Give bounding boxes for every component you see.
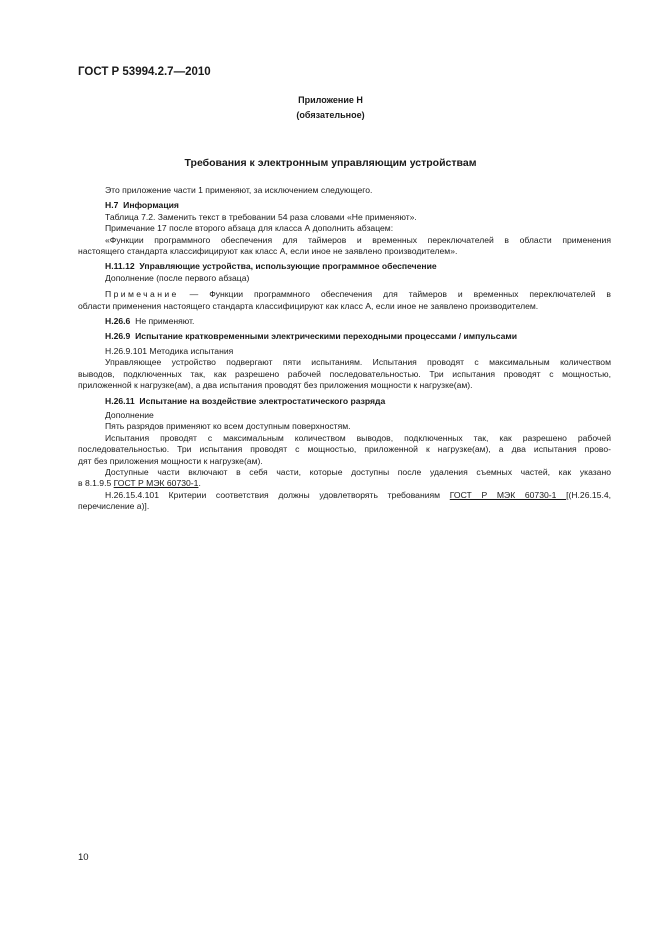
tests-line-1: Испытания проводят с максимальным количеством выводов, подключенных так, как разрешено рабочей xyxy=(105,432,611,443)
five-tests-line-3: приложенной к нагрузке(ам), а два испытания проводят без приложения мощности к нагрузке(ам). xyxy=(78,380,473,391)
section-number: Н.7 xyxy=(105,200,119,211)
section-title: Испытание кратковременными электрическими переходными процессами / импульсами xyxy=(135,331,518,342)
section-heading-h7 xyxy=(105,200,611,211)
annex-status: (обязательное) xyxy=(296,110,365,120)
section-title: Управляющие устройства, использующие программное обеспечение xyxy=(139,261,437,272)
annex-title: Требования к электронным управляющим устройствам xyxy=(184,157,477,169)
five-tests-line-1: Управляющее устройство подвергают пяти испытаниям. Испытания проводят с максимальным количеством xyxy=(105,357,611,368)
text-fragment: в 8.1.9.5 xyxy=(78,478,114,489)
criteria-line-2: перечисление а)]. xyxy=(78,501,150,512)
section-title: Информация xyxy=(123,200,179,211)
standard-reference-link[interactable]: ГОСТ Р МЭК 60730-1 xyxy=(449,489,567,500)
five-discharges-paragraph: Пять разрядов применяют ко всем доступным поверхностям. xyxy=(105,421,351,432)
standard-designation: ГОСТ Р 53994.2.7—2010 xyxy=(78,66,211,78)
page-number: 10 xyxy=(78,852,89,863)
note17-paragraph: Примечание 17 после второго абзаца для класса А дополнить абзацем: xyxy=(105,223,394,234)
addition-paragraph: Дополнение xyxy=(105,409,154,420)
intro-paragraph: Это приложение части 1 применяют, за исключением следующего. xyxy=(105,185,373,195)
quote-line-1: «Функции программного обеспечения для таймеров и временных переключателей в области применения xyxy=(105,234,611,245)
text-fragment: [(Н.26.15.4, xyxy=(566,489,611,500)
criteria-line-1 xyxy=(105,490,611,501)
section-title: Испытание на воздействие электростатического разряда xyxy=(139,395,386,406)
section-text: Не применяют. xyxy=(135,316,195,327)
note-line-2: области применения настоящего стандарта классифицируют как класс А, если иное не заявлено производителем. xyxy=(78,300,539,311)
five-tests-line-2: выводов, подключенных так, как разрешено рабочей последовательностью. Три испытания проводят с мощностью, xyxy=(78,368,611,379)
addition-after-paragraph: Дополнение (после первого абзаца) xyxy=(105,272,250,283)
section-heading-h266 xyxy=(105,316,611,327)
section-number: Н.26.9 xyxy=(105,331,131,342)
section-heading-h1112 xyxy=(105,261,611,272)
section-number: Н.11.12 xyxy=(105,261,135,272)
method-paragraph: Н.26.9.101 Методика испытания xyxy=(105,345,234,356)
text-fragment: Н.26.15.4.101 Критерии соответствия должны удовлетворять требованиям xyxy=(105,489,450,500)
annex-label: Приложение Н xyxy=(298,95,363,105)
table-paragraph: Таблица 7.2. Заменить текст в требовании 54 раза словами «Не применяют». xyxy=(105,211,417,222)
note-line-1 xyxy=(105,289,611,300)
accessible-line-2 xyxy=(78,478,611,489)
standard-reference-link[interactable]: ГОСТ Р МЭК 60730-1 xyxy=(113,478,199,489)
section-heading-h269 xyxy=(105,331,611,342)
note-text: — Функции программного обеспечения для таймеров и временных переключателей в xyxy=(178,289,611,300)
tests-line-3: дят без приложения мощности к нагрузке(ам). xyxy=(78,455,263,466)
note-word: Примечание xyxy=(105,289,179,300)
accessible-line-1: Доступные части включают в себя части, которые доступны после удаления съемных частей, как указано xyxy=(105,466,611,477)
section-number: Н.26.11 xyxy=(105,395,135,406)
section-heading-h2611 xyxy=(105,396,611,407)
tests-line-2: последовательностью. Три испытания проводят с мощностью, приложенной к нагрузке(ам), а два испытания прово- xyxy=(78,444,611,455)
section-number: Н.26.6 xyxy=(105,316,131,327)
document-body xyxy=(78,185,611,513)
quote-line-2: настоящего стандарта классифицируют как класс А, если иное не заявлено производителем». xyxy=(78,246,458,257)
text-fragment: . xyxy=(198,478,201,489)
